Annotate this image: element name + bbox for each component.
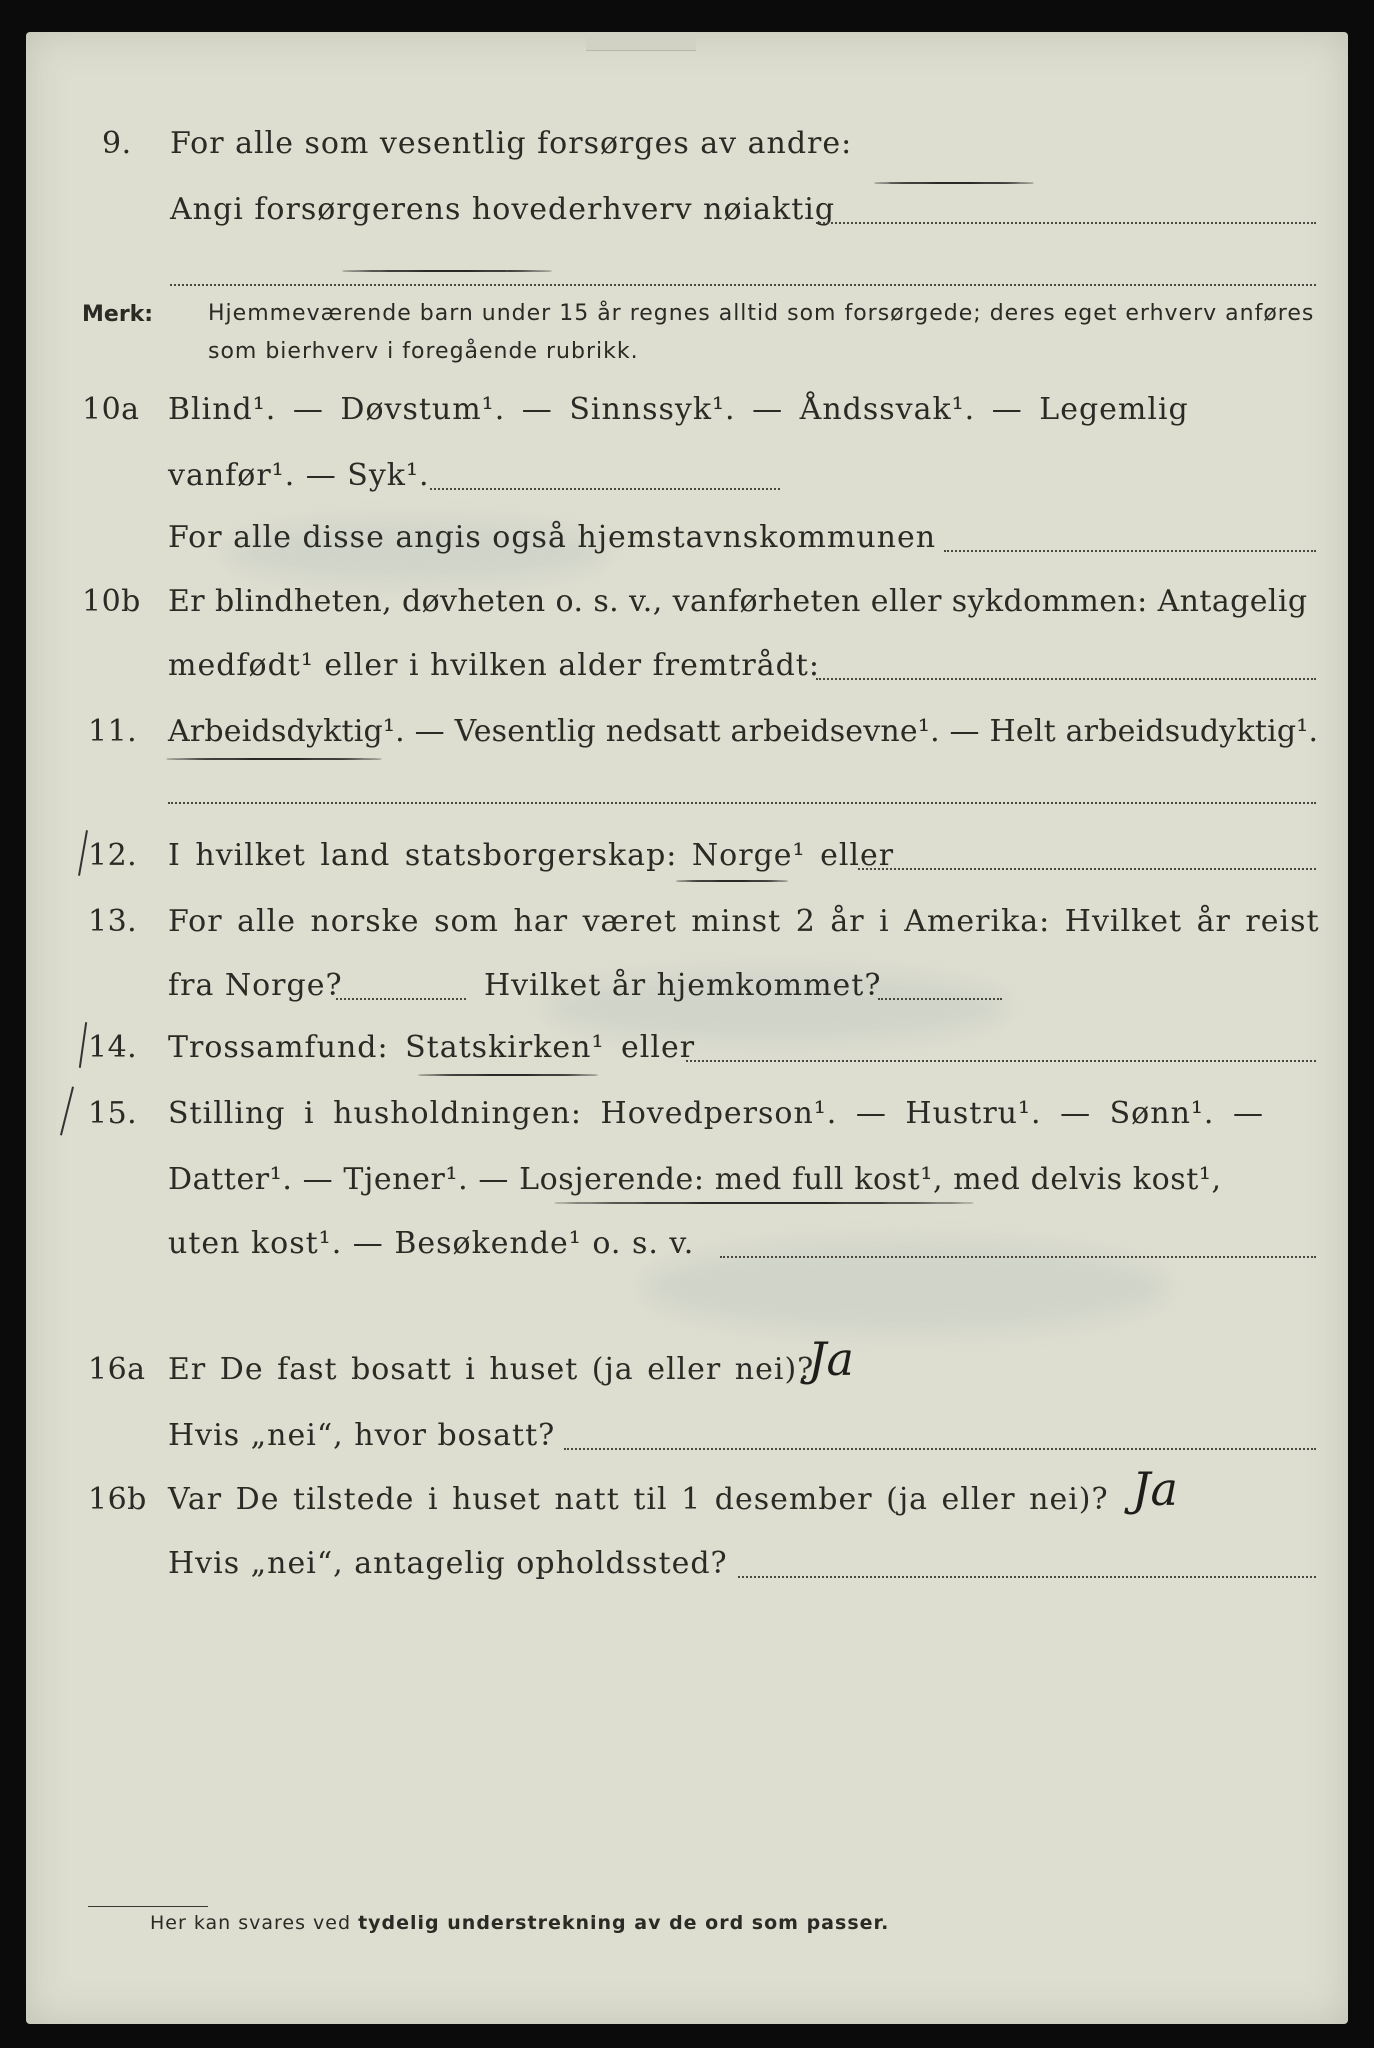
q10b-line1: Er blindheten, døvheten o. s. v., vanførheten eller sykdommen: Antagelig bbox=[168, 584, 1308, 619]
q10a-line2: vanfør¹. — Syk¹. bbox=[168, 458, 430, 493]
footnote-bold: tydelig understrekning av de ord som passer. bbox=[358, 1912, 890, 1934]
q16a-line1: Er De fast bosatt i huset (ja eller nei)? bbox=[168, 1352, 815, 1387]
q16a-line2: Hvis „nei“, hvor bosatt? bbox=[168, 1418, 556, 1453]
q16b-number: 16b bbox=[88, 1482, 147, 1517]
q15-line1: Stilling i husholdningen: Hovedperson¹. — Hustru¹. — Sønn¹. — bbox=[168, 1096, 1264, 1131]
q10b-number: 10b bbox=[82, 584, 141, 619]
handwritten-stroke bbox=[874, 182, 1034, 184]
arbeidsdyktig-underline bbox=[166, 758, 382, 760]
q10a-syk-answer-line[interactable] bbox=[430, 488, 780, 490]
q13-number: 13. bbox=[88, 904, 138, 939]
q13-line2b: Hvilket år hjemkommet? bbox=[484, 968, 882, 1003]
q10a-line1: Blind¹. — Døvstum¹. — Sinnssyk¹. — Åndssvak¹. — Legemlig bbox=[168, 392, 1189, 427]
footnote-rule bbox=[88, 1906, 208, 1907]
census-form-page bbox=[26, 32, 1348, 2024]
q16a-answer-line[interactable] bbox=[564, 1448, 1316, 1450]
q9-answer-line[interactable] bbox=[816, 222, 1316, 224]
q10a-hjemstavn-answer-line[interactable] bbox=[944, 550, 1316, 552]
q16b-line1: Var De tilstede i huset natt til 1 desember (ja eller nei)? bbox=[168, 1482, 1109, 1517]
q13-line2a: fra Norge? bbox=[168, 968, 343, 1003]
footnote-prefix: Her kan svares ved bbox=[150, 1912, 359, 1934]
merk-text: Hjemmeværende barn under 15 år regnes alltid som forsørgede; deres eget erhverv anføres som bierhverv i foregående rubrikk. bbox=[208, 301, 1315, 364]
q16a-handwritten-answer: Ja bbox=[808, 1332, 854, 1386]
q16b-answer-line[interactable] bbox=[738, 1576, 1316, 1578]
q9-answer-line-2[interactable] bbox=[170, 284, 1316, 286]
q15-answer-line[interactable] bbox=[720, 1256, 1316, 1258]
q15-number: 15. bbox=[88, 1096, 138, 1131]
q12-answer-line[interactable] bbox=[858, 868, 1316, 870]
q13-hjemkommet-answer-line[interactable] bbox=[878, 998, 1002, 1000]
q16a-number: 16a bbox=[88, 1352, 146, 1387]
q9-number: 9. bbox=[102, 126, 132, 161]
merk-label: Merk: bbox=[82, 302, 154, 327]
q15-line2: Datter¹. — Tjener¹. — Losjerende: med full kost¹, med delvis kost¹, bbox=[168, 1162, 1222, 1197]
q11-line1: Arbeidsdyktig¹. — Vesentlig nedsatt arbeidsevne¹. — Helt arbeidsudyktig¹. bbox=[168, 714, 1319, 749]
q14-line1: Trossamfund: Statskirken¹ eller bbox=[168, 1030, 696, 1065]
page-notch bbox=[586, 32, 696, 51]
q9-line2: Angi forsørgerens hovederhverv nøiaktig bbox=[170, 192, 836, 227]
q14-number: 14. bbox=[88, 1030, 138, 1065]
q12-line1: I hvilket land statsborgerskap: Norge¹ eller bbox=[168, 838, 895, 873]
q10a-number: 10a bbox=[82, 392, 140, 427]
q12-number: 12. bbox=[88, 838, 138, 873]
q11-number: 11. bbox=[88, 714, 138, 749]
q10b-answer-line[interactable] bbox=[816, 678, 1316, 680]
q11-answer-line[interactable] bbox=[168, 802, 1316, 804]
q9-line1: For alle som vesentlig forsørges av andre: bbox=[170, 126, 853, 161]
q16b-line2: Hvis „nei“, antagelig opholdssted? bbox=[168, 1546, 728, 1581]
losjerende-underline bbox=[554, 1202, 974, 1204]
q10a-line3: For alle disse angis også hjemstavnskommunen bbox=[168, 520, 937, 555]
q13-line1: For alle norske som har været minst 2 år i Amerika: Hvilket år reist bbox=[168, 904, 1320, 939]
norge-underline bbox=[676, 880, 788, 882]
q15-line3: uten kost¹. — Besøkende¹ o. s. v. bbox=[168, 1226, 695, 1261]
q14-answer-line[interactable] bbox=[686, 1060, 1316, 1062]
q10b-line2: medfødt¹ eller i hvilken alder fremtrådt: bbox=[168, 648, 820, 683]
checkmark-tick bbox=[60, 1087, 74, 1136]
checkmark-tick bbox=[79, 1022, 87, 1068]
checkmark-tick bbox=[78, 830, 88, 876]
statskirken-underline bbox=[418, 1074, 598, 1076]
q13-reist-answer-line[interactable] bbox=[336, 998, 466, 1000]
q16b-handwritten-answer: Ja bbox=[1132, 1462, 1178, 1516]
handwritten-stroke bbox=[342, 270, 552, 272]
footnote bbox=[150, 1912, 889, 1934]
